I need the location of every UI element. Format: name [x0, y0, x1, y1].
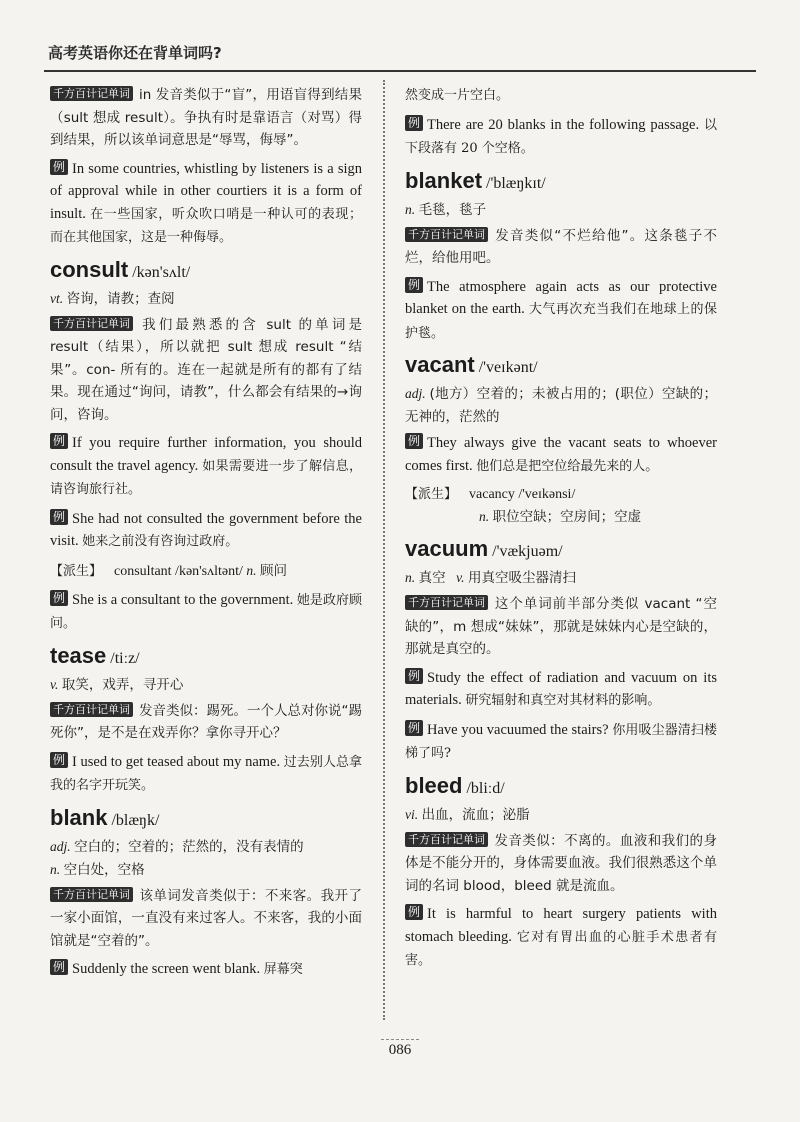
vacant-derived: 【派生】 vacancy /'veɪkənsi/ n. 职位空缺；空房间；空虚: [405, 487, 642, 525]
phonetic: /bliːd/: [466, 779, 505, 797]
blank-example-1: 例 Suddenly the screen went blank. 屏幕突: [50, 958, 362, 982]
definition: adj. 空白的；空着的；茫然的，没有表情的: [50, 838, 304, 855]
definition: n. 空白处，空格: [50, 861, 145, 878]
consult-derived: 【派生】 consultant /kən'sʌltənt/ n. 顾问: [50, 562, 288, 579]
blank-example-1-cont: 然变成一片空白。: [405, 88, 510, 103]
phonetic: /'veɪkənt/: [478, 359, 538, 376]
consult-example-1: 例 If you require further information, you should consult the travel agency. 如果需要进一步了解信息，请咨询旅行社。: [50, 434, 362, 497]
headword: blanket: [405, 167, 483, 193]
example-tag: 例: [50, 752, 68, 768]
entry-consult: [50, 256, 362, 287]
definition: n. 毛毯，毯子: [405, 201, 487, 218]
tease-mnemonic: 千方百计记单词 发音类似：踢死。一个人总对你说“踢死你”，是不是在戏弄你？拿你寻开心？: [50, 702, 362, 741]
example-tag: 例: [50, 433, 68, 449]
blank-mnemonic: 千方百计记单词 该单词发音类似于：不来客。我开了一家小面馆，一直没有来过客人。不来客，我的小面馆就是“空着的”。: [50, 887, 362, 949]
insult-mnemonic: 千方百计记单词 in 发音类似于“盲”，用语盲得到结果（sult 想成 result）。争执有时是靠语言（对骂）得到结果，所以该单词意思是“辱骂，侮辱”。: [50, 87, 362, 148]
example-tag: 例: [50, 509, 68, 525]
entry-vacuum: [405, 535, 717, 566]
page-number: 086: [0, 1042, 800, 1059]
consult-example-2: 例 She had not consulted the government before the visit. 她来之前没有咨询过政府。: [50, 509, 362, 549]
phonetic: /'blæŋkɪt/: [486, 174, 546, 192]
vacuum-example-1: 例 Study the effect of radiation and vacuum on its materials. 研究辐射和真空对其材料的影响。: [405, 668, 717, 708]
entry-tease: [50, 642, 362, 673]
example-tag: 例: [405, 115, 423, 131]
example-tag: 例: [405, 277, 423, 293]
entry-vacant: [405, 351, 717, 382]
mnemonic-tag: 千方百计记单词: [50, 887, 133, 902]
mnemonic-tag: 千方百计记单词: [50, 86, 133, 101]
blank-example-2: 例 There are 20 blanks in the following passage. 以下段落有 20 个空格。: [405, 115, 717, 156]
phonetic: /tiːz/: [110, 649, 140, 667]
example-tag: 例: [405, 720, 423, 736]
headword: vacant: [405, 352, 475, 377]
example-tag: 例: [405, 668, 423, 684]
column-divider: [383, 80, 385, 1020]
headword: bleed: [405, 772, 463, 798]
left-column: [50, 84, 362, 988]
blanket-example: 例 The atmosphere again acts as our protective blanket on the earth. 大气再次充当我们在地球上的保护毯。: [405, 277, 717, 341]
consult-mnemonic: 千方百计记单词 我们最熟悉的含 sult 的单词是 result（结果），所以就把 sult 想成 result “结果”。con- 所有的。连在一起就是所有的都有了结果。现在通过“询问，请教”，什么都会有结果的→询问，咨询。: [50, 316, 362, 423]
header-rule: [44, 70, 756, 72]
insult-example: 例 In some countries, whistling by listeners is a sign of approval while in other courtiers it is a form of insult. 在一些国家，听众吹口哨是一种认可的表现；而在其他国家，这是一种侮辱。: [50, 159, 362, 245]
headword: vacuum: [405, 536, 489, 561]
example-tag: 例: [405, 433, 423, 449]
vacuum-example-2: 例 Have you vacuumed the stairs? 你用吸尘器清扫楼梯了吗?: [405, 720, 718, 761]
headword: tease: [50, 642, 107, 668]
mnemonic-tag: 千方百计记单词: [405, 832, 488, 847]
consult-example-3: 例 She is a consultant to the government. 她是政府顾问。: [50, 590, 362, 631]
phonetic: /'vækjuəm/: [492, 543, 563, 560]
mnemonic-tag: 千方百计记单词: [50, 702, 133, 717]
phonetic: /kən'sʌlt/: [132, 263, 191, 281]
mnemonic-tag: 千方百计记单词: [50, 316, 133, 331]
mnemonic-tag: 千方百计记单词: [405, 595, 488, 610]
definition: vi. 出血，流血；泌脂: [405, 806, 530, 823]
right-column: [405, 84, 717, 979]
mnemonic-tag: 千方百计记单词: [405, 227, 488, 242]
definition: n. 真空 v. 用真空吸尘器清扫: [405, 570, 576, 586]
book-title: 高考英语你还在背单词吗?: [48, 44, 222, 62]
tease-example: 例 I used to get teased about my name. 过去别人总拿我的名字开玩笑。: [50, 752, 362, 793]
definition: vt. 咨询，请教；查阅: [50, 290, 175, 307]
definition: v. 取笑，戏弄，寻开心: [50, 676, 184, 693]
example-tag: 例: [50, 959, 68, 975]
bleed-mnemonic: 千方百计记单词 发音类似：不离的。血液和我们的身体是不能分开的，身体需要血液。我们很熟悉这个单词的名词 blood，bleed 就是流血。: [405, 832, 717, 894]
vacant-example: 例 They always give the vacant seats to whoever comes first. 他们总是把空位给最先来的人。: [405, 434, 717, 474]
entry-blanket: [405, 167, 717, 198]
example-tag: 例: [50, 590, 68, 606]
example-tag: 例: [405, 904, 423, 920]
bleed-example: 例 It is harmful to heart surgery patients with stomach bleeding. 它对有胃出血的心脏手术患者有害。: [405, 905, 717, 968]
entry-bleed: [405, 772, 717, 803]
vacuum-mnemonic: 千方百计记单词 这个单词前半部分类似 vacant “空缺的”，m 想成“妹妹”，那就是妹妹内心是空缺的，那就是真空的。: [405, 596, 717, 657]
definition: adj. (地方）空着的；未被占用的；(职位）空缺的；无神的，茫然的: [405, 386, 717, 425]
headword: consult: [50, 256, 129, 282]
example-tag: 例: [50, 159, 68, 175]
blanket-mnemonic: 千方百计记单词 发音类似“不烂给他”。这条毯子不烂，给他用吧。: [405, 227, 717, 266]
headword: blank: [50, 804, 108, 830]
entry-blank: [50, 804, 362, 835]
phonetic: /blæŋk/: [111, 811, 160, 829]
